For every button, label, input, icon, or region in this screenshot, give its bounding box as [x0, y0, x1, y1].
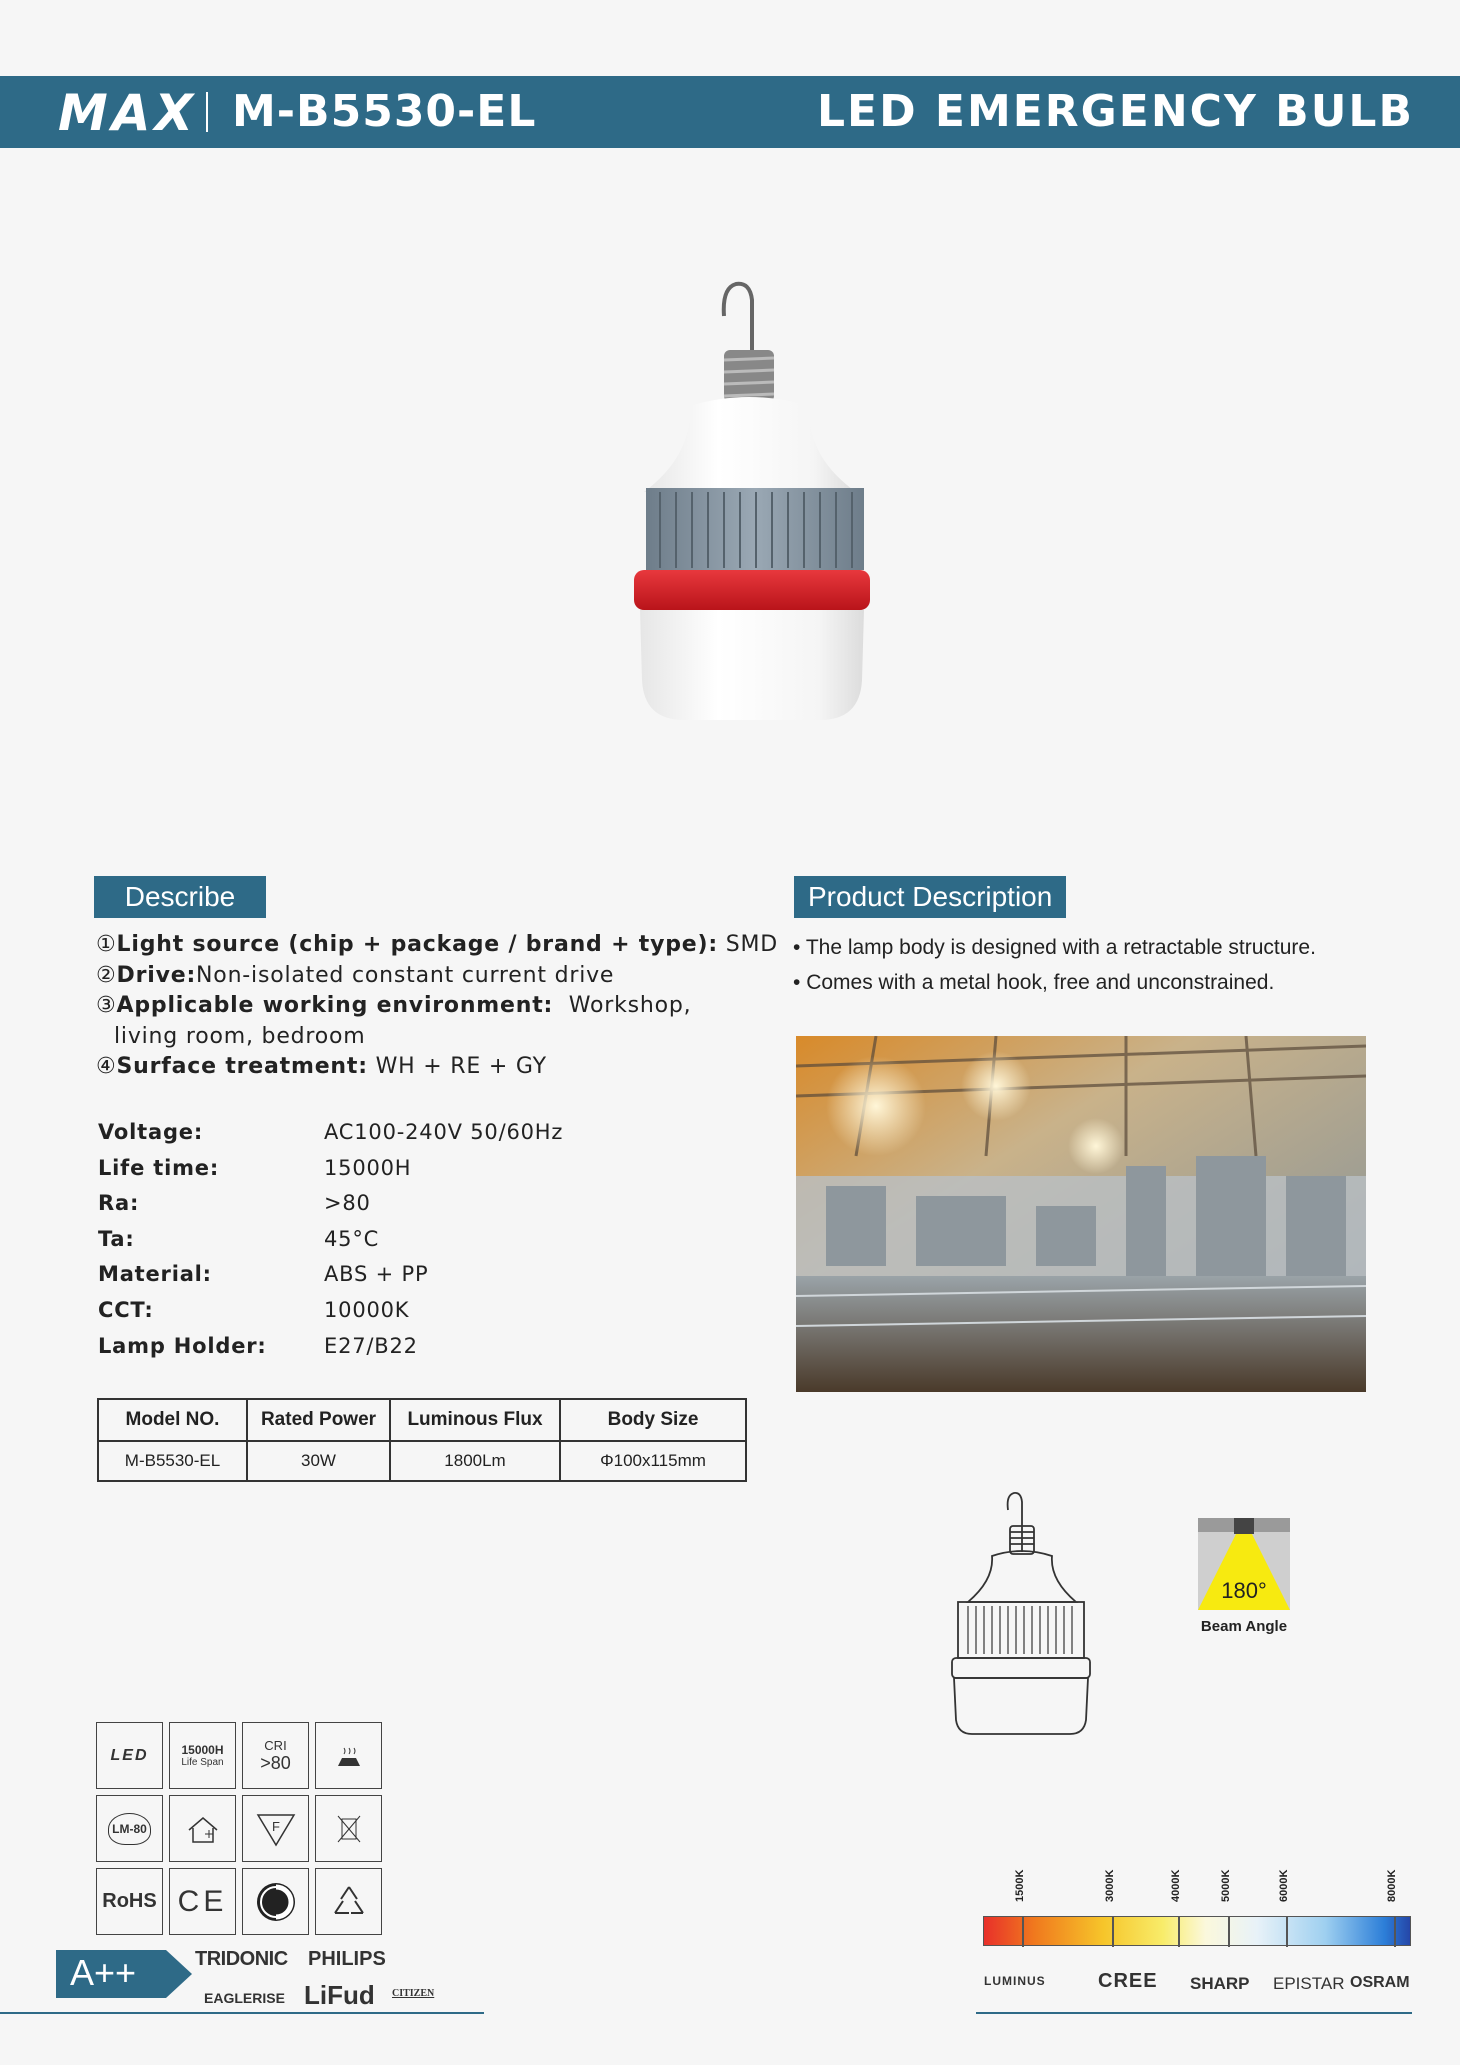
item-number: ③	[96, 993, 117, 1018]
brand-epistar: EPISTAR	[1273, 1974, 1345, 1993]
bullet-text: Comes with a metal hook, free and unconstrained.	[806, 971, 1275, 994]
brand-lifud: LiFud	[304, 1980, 375, 2010]
describe-tag: Describe	[94, 876, 266, 918]
describe-list	[96, 930, 778, 1083]
item-number: ②	[96, 962, 117, 988]
cct-tick-label: 1500K	[1014, 1869, 1026, 1902]
brand-eaglerise: EAGLERISE	[204, 1990, 285, 2006]
brand-sharp: SHARP	[1190, 1974, 1250, 1993]
table-header-row	[98, 1399, 746, 1441]
spec-key: Voltage:	[98, 1120, 204, 1144]
spec-value: >80	[324, 1191, 371, 1216]
led-icon-label: LED	[110, 1746, 149, 1764]
table-header: Model NO.	[98, 1399, 247, 1441]
spec-row	[98, 1227, 598, 1263]
spec-key: Lamp Holder:	[98, 1333, 267, 1358]
item-number: ①	[96, 932, 117, 957]
cct-tick	[1286, 1917, 1288, 1947]
table-cell: 30W	[247, 1441, 390, 1481]
spec-row	[98, 1191, 598, 1227]
item-key: Drive:	[116, 962, 197, 988]
spec-key: Life time:	[98, 1155, 220, 1180]
ce-label: CE	[177, 1884, 228, 1918]
spec-value: AC100-240V 50/60Hz	[324, 1120, 564, 1144]
table-cell: Φ100x115mm	[560, 1441, 746, 1481]
product-title: LED EMERGENCY BULB	[816, 86, 1414, 137]
describe-item-continued: living room, bedroom	[114, 1023, 366, 1049]
weee-bin-icon	[315, 1795, 382, 1862]
cct-tick-label: 5000K	[1220, 1869, 1232, 1902]
spec-value: 10000K	[324, 1297, 410, 1322]
spec-row	[98, 1120, 598, 1156]
describe-item	[96, 961, 778, 992]
item-value: Workshop,	[553, 993, 692, 1018]
table-row	[98, 1441, 746, 1481]
describe-item	[96, 991, 778, 1022]
beam-angle-label: Beam Angle	[1200, 1618, 1288, 1635]
spec-row	[98, 1262, 598, 1298]
spec-value: E27/B22	[324, 1333, 418, 1358]
cri-label: CRI	[264, 1737, 287, 1753]
item-value: Non-isolated constant current drive	[196, 962, 615, 988]
item-number: ④	[96, 1054, 117, 1079]
item-value: SMD	[717, 932, 779, 957]
cct-tick	[1228, 1917, 1230, 1947]
beam-angle-value: 180°	[1221, 1578, 1267, 1603]
table-header: Luminous Flux	[390, 1399, 560, 1441]
rohs-icon	[96, 1868, 163, 1935]
cct-tick-label: 3000K	[1104, 1869, 1116, 1902]
hero-bulb-image	[620, 280, 880, 730]
cct-tick	[1022, 1917, 1024, 1947]
ce-icon	[169, 1868, 236, 1935]
item-key: Applicable working environment:	[116, 993, 554, 1018]
table-header: Rated Power	[247, 1399, 390, 1441]
bullet-item: • The lamp body is designed with a retractable structure.	[793, 936, 1316, 959]
brand-citizen: CITIZEN	[392, 1988, 435, 1999]
cct-color-bar	[983, 1916, 1411, 1946]
brand-philips: PHILIPS	[308, 1948, 386, 1970]
bullet-text: The lamp body is designed with a retractable structure.	[805, 936, 1316, 959]
brand-luminus: LUMINUS	[984, 1974, 1046, 1988]
product-description-tag: Product Description	[794, 876, 1066, 918]
brand-logo: MAX	[58, 84, 198, 142]
footer-rule-left	[0, 2012, 484, 2014]
describe-item	[96, 930, 778, 961]
energy-rating-label: A++	[70, 1952, 137, 1993]
recycle-icon	[315, 1868, 382, 1935]
life-span-label: Life Span	[181, 1757, 224, 1768]
cct-tick-label: 6000K	[1278, 1869, 1290, 1902]
header-bar	[0, 76, 1460, 148]
lm80-label: LM-80	[108, 1813, 151, 1845]
spec-value: 45°C	[324, 1226, 380, 1251]
spec-key: Ra:	[98, 1191, 140, 1216]
spec-value: 15000H	[324, 1155, 412, 1180]
indoor-use-icon	[169, 1795, 236, 1862]
cct-tick-label: 8000K	[1386, 1869, 1398, 1902]
cct-tick-label: 4000K	[1170, 1869, 1182, 1902]
describe-item	[96, 1052, 778, 1083]
bulb-outline-drawing	[946, 1490, 1096, 1740]
item-key: Light source (chip + package / brand + type):	[116, 932, 718, 957]
rohs-label: RoHS	[102, 1890, 157, 1912]
item-value: WH + RE + GY	[367, 1054, 547, 1079]
table-header: Body Size	[560, 1399, 746, 1441]
spec-key: Ta:	[98, 1226, 135, 1251]
brand-osram: OSRAM	[1350, 1974, 1410, 1991]
model-table	[97, 1398, 747, 1482]
cct-tick	[1112, 1917, 1114, 1947]
application-photo	[796, 1036, 1366, 1392]
table-cell: 1800Lm	[390, 1441, 560, 1481]
spec-row	[98, 1334, 598, 1370]
model-number: M-B5530-EL	[232, 86, 537, 137]
green-dot-icon	[242, 1868, 309, 1935]
cri-icon	[242, 1722, 309, 1789]
item-key: Surface treatment:	[116, 1054, 368, 1079]
life-span-icon	[169, 1722, 236, 1789]
spec-row	[98, 1156, 598, 1192]
cri-value: >80	[260, 1752, 291, 1773]
spec-row	[98, 1298, 598, 1334]
lm80-icon	[96, 1795, 163, 1862]
spec-list	[98, 1120, 598, 1369]
bullet-item: • Comes with a metal hook, free and unconstrained.	[793, 971, 1275, 994]
heat-lamp-icon	[315, 1722, 382, 1789]
led-icon	[96, 1722, 163, 1789]
beam-angle-badge	[1198, 1518, 1290, 1610]
cct-tick	[1394, 1917, 1396, 1947]
header-divider	[206, 92, 208, 132]
brand-cree: CREE	[1098, 1970, 1158, 1992]
spec-key: CCT:	[98, 1297, 154, 1322]
footer-rule-right	[976, 2012, 1412, 2014]
table-cell: M-B5530-EL	[98, 1441, 247, 1481]
spec-value: ABS + PP	[324, 1262, 429, 1287]
f-mark-label: F	[271, 1818, 280, 1834]
life-span-value: 15000H	[181, 1743, 224, 1757]
product-description-list	[793, 930, 1316, 1000]
spec-key: Material:	[98, 1262, 212, 1287]
brand-tridonic: TRIDONIC	[195, 1948, 288, 1970]
f-mark-icon	[242, 1795, 309, 1862]
cct-tick	[1178, 1917, 1180, 1947]
